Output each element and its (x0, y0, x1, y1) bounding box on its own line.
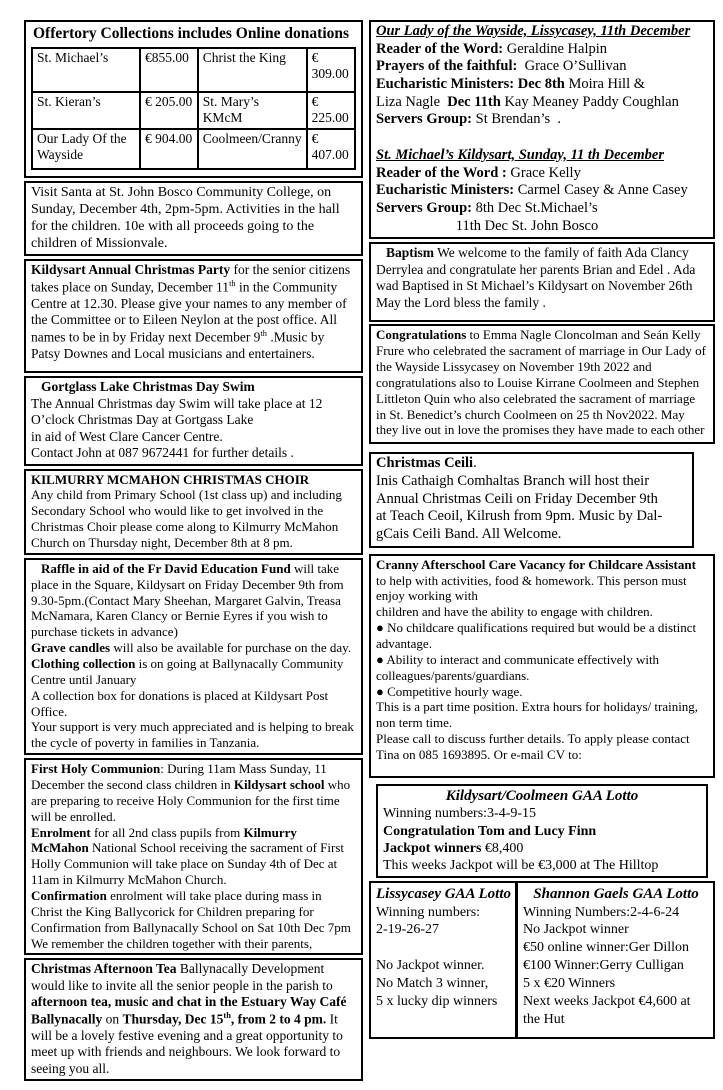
cranny-afterschool-box (369, 554, 715, 778)
right-column (369, 20, 715, 1084)
lotto-pair-box (369, 881, 715, 1039)
raffle-text: Raffle in aid of the Fr David Education Fund will take place in the Square, Kildysart on Friday December 9th from 9.30-5pm.(Contact Mary Sheehan, Margaret Galvin, Treasa McNamara, Karen Clancy or Bernie Eyres if you wish to purchase tickets in advance) Grave candles will also be available for purchase on the day. Clothing collection is on going at Ballynacally Community Centre until January A collection box for donations is placed at Kildysart Post Office. Your support is very much appreciated and is helping to break the cycle of poverty in families in Tanzania. (31, 560, 354, 751)
christmas-party-box (24, 259, 363, 373)
baptism-box (369, 242, 715, 322)
congratulations-box (369, 324, 715, 444)
kildysart-coolmeen-lotto-title: Kildysart/Coolmeen GAA Lotto (445, 787, 639, 804)
kilmurry-choir-text: KILMURRY MCMAHON CHRISTMAS CHOIR Any child from Primary School (1st class up) and including Secondary School who would like to get involved in the Christmas Choir please come along to Kilmurry McMahon Church on Thursday night, December 8th at 8 pm. (31, 471, 342, 550)
santa-notice-box (24, 181, 363, 256)
offertory-title: Offertory Collections includes Online donations (33, 25, 350, 42)
shannon-gaels-lotto-box (518, 883, 713, 1037)
offertory-table (31, 47, 356, 170)
offertory-cell: € 904.00 (140, 129, 198, 169)
congratulations-text: Congratulations to Emma Nagle Cloncolman and Seán Kelly Frure who celebrated the sacrament of marriage in Our Lady of the Wayside Lissycasey on November 19th 2022 and congratulations also to Louise Kirrane Coolmeen and Stephen Littleton Quin who also celebrated the sacrament of marriage in St. Benedict’s church Coolmeen on 25 th Nov2022. May they live out in love the promises they have made to each other (376, 327, 706, 438)
shannon-gaels-lotto-text: Winning Numbers:2-4-6-24 No Jackpot winner €50 online winner:Ger Dillon €100 Winner:Gerry Culligan 5 x €20 Winners Next weeks Jackpot €4,600 at the Hut (523, 904, 691, 1027)
offertory-box (24, 20, 363, 178)
kildysart-coolmeen-lotto-text: Winning numbers:3-4-9-15 Congratulation Tom and Lucy Finn Jackpot winners €8,400 This weeks Jackpot will be €3,000 at The Hilltop (383, 806, 659, 873)
offertory-cell: St. Michael’s (32, 48, 140, 92)
ministers-rota-text: Our Lady of the Wayside, Lissycasey, 11th December Reader of the Word: Geraldine Halpin Prayers of the faithful: Grace O’Sullivan Eucharistic Ministers: Dec 8th Moira Hill & Liza Nagle Dec 11th Kay Meaney Paddy Coughlan Servers Group: St Brendan’s . St. Michael’s Kildysart, Sunday, 11 th December Reader of the Word : Grace Kelly Eucharistic Ministers: Carmel Casey & Anne Casey Servers Group: 8th Dec St.Michael’s 11th Dec St. John Bosco (376, 23, 691, 234)
afternoon-tea-text: Christmas Afternoon Tea Ballynacally Development would like to invite all the senior people in the parish to afternoon tea, music and chat in the Estuary Way Café Ballynacally on Thursday, Dec 15th, from 2 to 4 pm. It will be a lovely festive evening and a great opportunity to meet up with friends and neighbours. We look forward to seeing you all. (31, 961, 347, 1076)
christmas-ceili-text: Christmas Ceili. Inis Cathaigh Comhaltas Branch will host their Annual Christmas Ceili on Friday December 9th at Teach Ceoil, Kilrush from 9pm. Music by Dal- gCais Ceili Band. All Welcome. (376, 455, 663, 542)
first-communion-text: First Holy Communion: During 11am Mass Sunday, 11 December the second class children in Kildysart school who are preparing to receive Holy Communion for the first time will be enrolled. Enrolment for all 2nd class pupils from Kilmurry McMahon National School receiving the sacrament of First Holly Communion will take place on Sunday 4th of Dec at 11am in Kilmurry McMahon Church. Confirmation enrolment will take place during mass in Christ the King Ballycorick for Children preparing for Confirmation from Ballynacally School on Sat 10th Dec 7pm We remember the children together with their parents, (31, 761, 351, 951)
lissycasey-lotto-box (371, 883, 518, 1037)
table-row (32, 48, 355, 92)
offertory-cell: €855.00 (140, 48, 198, 92)
offertory-cell: € 309.00 (307, 48, 355, 92)
offertory-cell: St. Mary’s KMcM (198, 92, 307, 129)
lissycasey-lotto-title: Lissycasey GAA Lotto (376, 885, 511, 902)
offertory-cell: Our Lady Of the Wayside (32, 129, 140, 169)
shannon-gaels-lotto-title: Shannon Gaels GAA Lotto (533, 885, 699, 902)
ministers-rota-box (369, 20, 715, 239)
cranny-afterschool-text: Cranny Afterschool Care Vacancy for Childcare Assistant to help with activities, food & homework. This person must enjoy working with children and have the ability to engage with children. ● No childcare qualifications required but would be a distinct advantage. ● Ability to interact and communicate effectively with colleagues/parents/guardians. ● Competitive hourly wage. This is a part time position. Extra hours for holidays/ training, non term time. Please call to discuss further details. To apply please contact Tina on 085 1693895. Or e-mail CV to: (376, 556, 699, 762)
left-column (24, 20, 363, 1084)
table-row (32, 129, 355, 169)
offertory-cell: St. Kieran’s (32, 92, 140, 129)
baptism-text: Baptism We welcome to the family of faith Ada Clancy Derrylea and congratulate her parents Brian and Edel . Ada wad Baptised in St Michael’s Kildysart on November 26th May the Lord bless the family . (376, 245, 696, 310)
gortglass-swim-box (24, 376, 363, 465)
first-communion-box (24, 758, 363, 955)
kildysart-coolmeen-lotto-box (376, 784, 708, 878)
raffle-box (24, 558, 363, 755)
offertory-cell: € 225.00 (307, 92, 355, 129)
offertory-cell: € 205.00 (140, 92, 198, 129)
table-row (32, 92, 355, 129)
gortglass-swim-text: Gortglass Lake Christmas Day Swim The Annual Christmas day Swim will take place at 12 O’clock Christmas Day at Gortgass Lake in aid of West Clare Cancer Centre. Contact John at 087 9672441 for further details . (31, 379, 323, 461)
kilmurry-choir-box (24, 469, 363, 555)
santa-notice-text: Visit Santa at St. John Bosco Community College, on Sunday, December 4th, 2pm-5pm. Activities in the hall for the children. 10e with all proceeds going to the children of Missionvale. (31, 184, 340, 252)
afternoon-tea-box (24, 958, 363, 1081)
christmas-ceili-box (369, 452, 694, 547)
lissycasey-lotto-text: Winning numbers: 2-19-26-27 No Jackpot winner. No Match 3 winner, 5 x lucky dip winners (376, 904, 498, 1010)
offertory-cell: € 407.00 (307, 129, 355, 169)
offertory-cell: Coolmeen/Cranny (198, 129, 307, 169)
offertory-cell: Christ the King (198, 48, 307, 92)
christmas-party-text: Kildysart Annual Christmas Party for the senior citizens takes place on Sunday, December 11th in the Community Centre at 12.30. Please give your names to any member of the Committee or to Eileen Neylon at the post office. All names to be in by Friday next December 9th .Music by Patsy Downes and Local musicians and entertainers. (31, 262, 351, 361)
